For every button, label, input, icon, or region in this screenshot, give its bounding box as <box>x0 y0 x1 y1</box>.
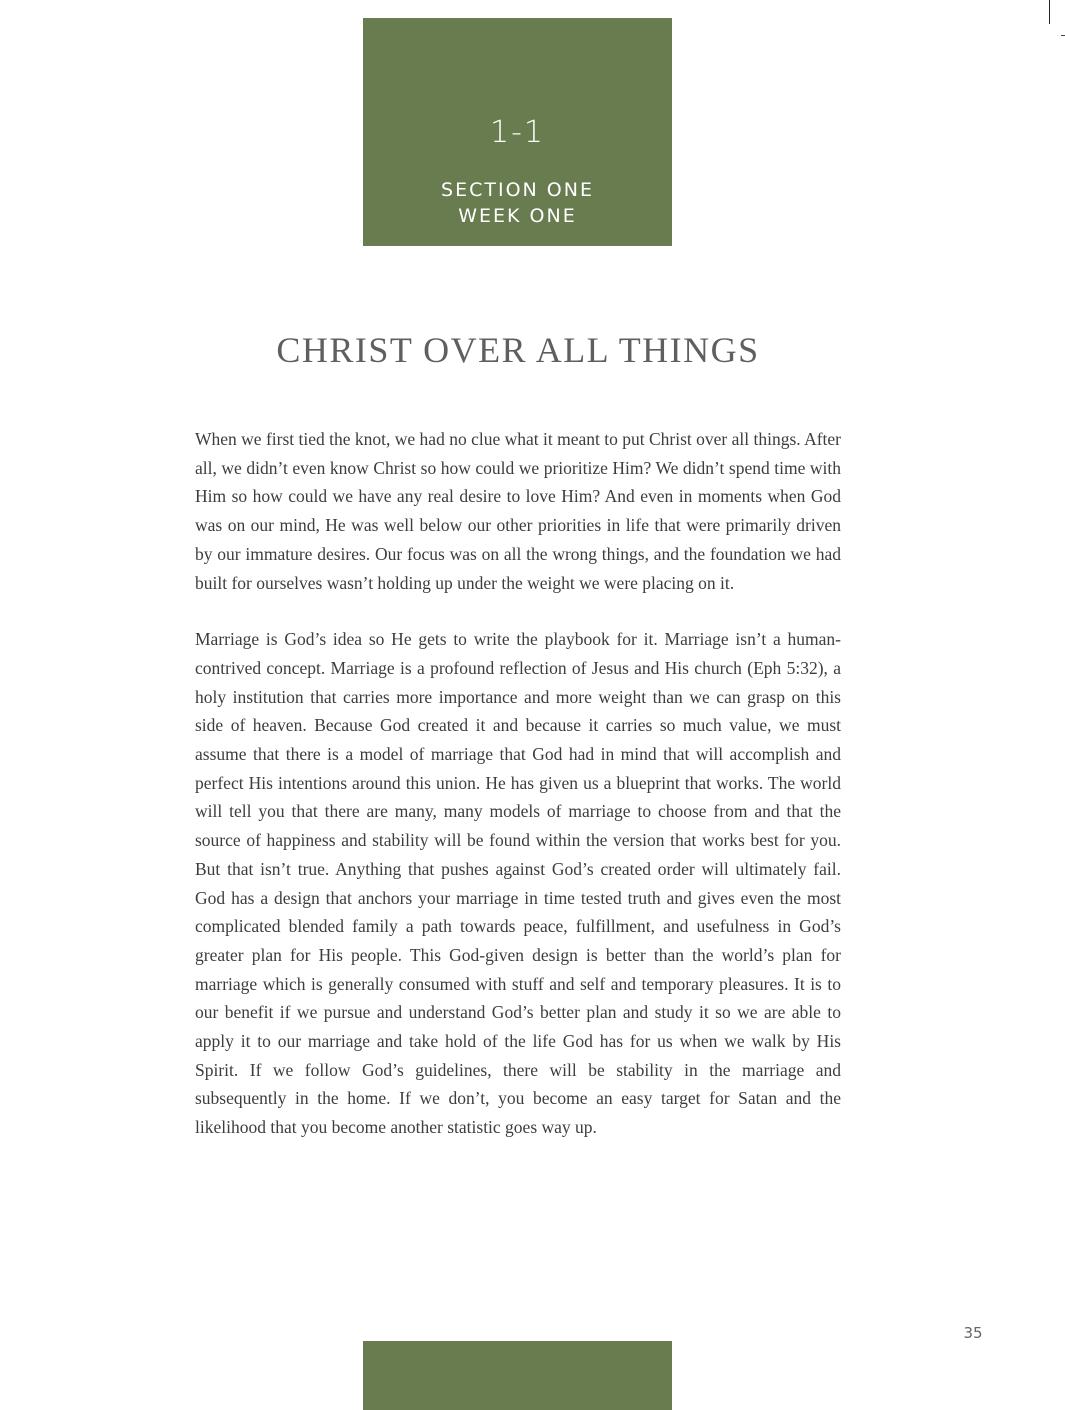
section-label-line-2: WEEK ONE <box>458 205 577 227</box>
body-text <box>195 425 841 1170</box>
page-title: CHRIST OVER ALL THINGS <box>276 330 760 370</box>
footer-block <box>363 1341 672 1410</box>
week-code: 1-1 <box>490 115 545 150</box>
section-header-block <box>363 18 672 246</box>
section-label-line-1: SECTION ONE <box>441 179 594 201</box>
corner-mark-tick <box>1061 35 1065 36</box>
body-paragraph-1: When we first tied the knot, we had no clue what it meant to put Christ over all things. After all, we didn’t even know Christ so how could we prioritize Him? We didn’t spend time with Him so how could we have any real desire to love Him? And even in moments when God was on our mind, He was well below our other priorities in life that were primarily driven by our immature desires. Our focus was on all the wrong things, and the foundation we had built for ourselves wasn’t holding up under the weight we were placing on it. <box>195 429 841 593</box>
section-label <box>363 177 672 229</box>
body-paragraph-2: Marriage is God’s idea so He gets to write the playbook for it. Marriage isn’t a human-contrived concept. Marriage is a profound reflection of Jesus and His church (Eph 5:32), a holy institution that carries more importance and more weight than we can grasp on this side of heaven. Because God created it and because it carries so much value, we must assume that there is a model of marriage that God had in mind that will accomplish and perfect His intentions around this union. He has given us a blueprint that works. The world will tell you that there are many, many models of marriage to choose from and that the source of happiness and stability will be found within the version that works best for you. But that isn’t true. Anything that pushes against God’s created order will ultimately fail. God has a design that anchors your marriage in time tested truth and gives even the most complicated blended family a path towards peace, fulfillment, and usefulness in God’s greater plan for His people. This God-given design is better than the world’s plan for marriage which is generally consumed with stuff and self and temporary pleasures. It is to our benefit if we pursue and understand God’s better plan and study it so we are able to apply it to our marriage and take hold of the life God has for us when we walk by His Spirit. If we follow God’s guidelines, there will be stability in the marriage and subsequently in the home. If we don’t, you become an easy target for Satan and the likelihood that you become another statistic goes way up. <box>195 629 841 1138</box>
corner-mark-line <box>1049 0 1050 24</box>
page-number: 35 <box>963 1324 983 1342</box>
